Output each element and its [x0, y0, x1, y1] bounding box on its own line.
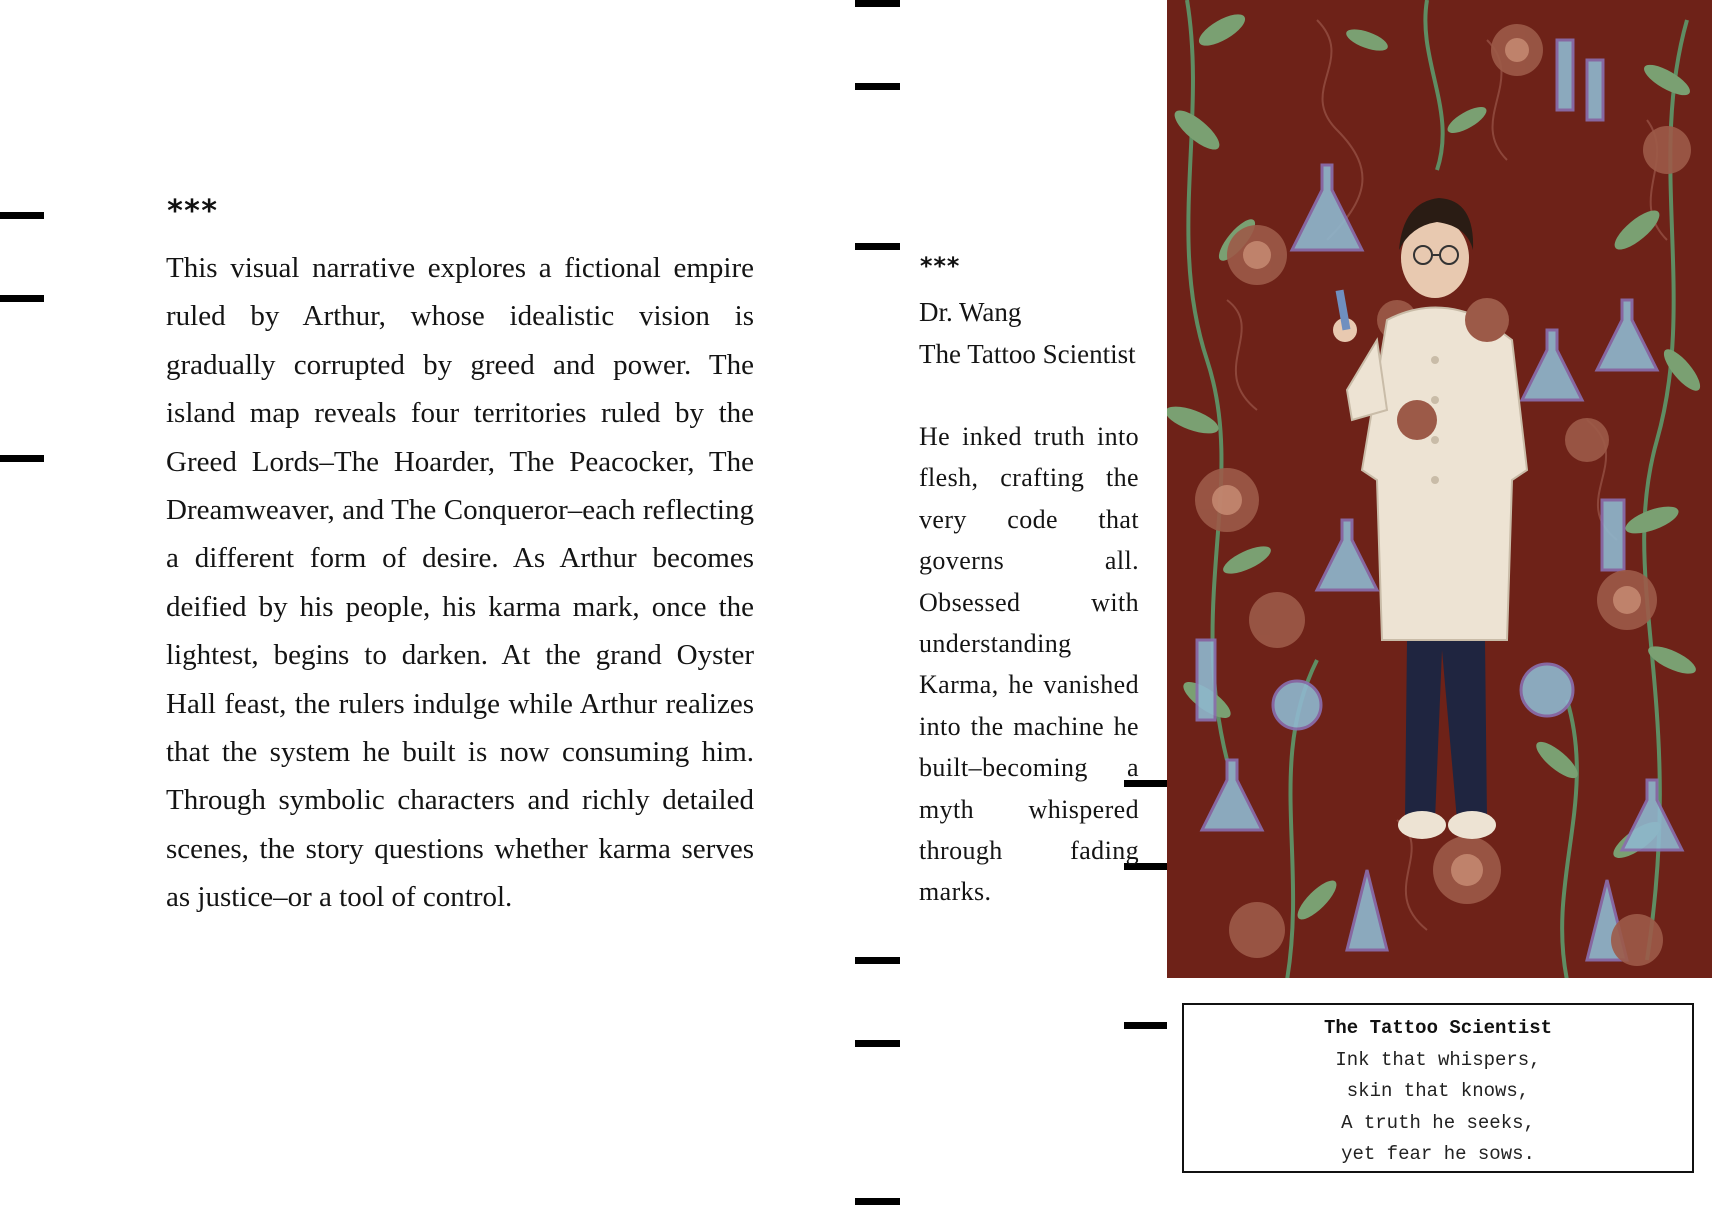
- character-ornament: ***: [919, 252, 960, 280]
- character-description: He inked truth into flesh, crafting the very code that governs all. Obsessed with understanding Karma, he vanished into the machine he built–becoming a myth whispered through fading marks.: [919, 422, 1139, 907]
- crop-mark: [855, 83, 900, 90]
- caption-line: Ink that whispers,: [1335, 1048, 1541, 1071]
- crop-mark: [0, 212, 44, 219]
- crop-mark: [855, 243, 900, 250]
- crop-mark: [855, 1040, 900, 1047]
- crop-mark: [855, 0, 900, 7]
- crop-mark: [0, 295, 44, 302]
- crop-mark: [0, 455, 44, 462]
- crop-mark: [855, 1198, 900, 1205]
- character-title: The Tattoo Scientist: [919, 339, 1136, 369]
- caption-line: yet fear he sows.: [1341, 1143, 1535, 1165]
- caption-title: The Tattoo Scientist: [1323, 1017, 1553, 1039]
- character-illustration: [1167, 0, 1712, 978]
- caption-line: skin that knows,: [1346, 1080, 1530, 1102]
- caption-box: [1182, 1003, 1694, 1173]
- character-name: Dr. Wang: [919, 297, 1022, 327]
- crop-mark: [855, 957, 900, 964]
- crop-mark: [1124, 1022, 1167, 1029]
- intro-paragraph: This visual narrative explores a fictional empire ruled by Arthur, whose idealistic vision is gradually corrupted by greed and power. The island map reveals four territories ruled by the Greed Lords–The Hoarder, The Peacocker, The Dreamweaver, and The Conqueror–each reflecting a different form of desire. As Arthur becomes deified by his people, his karma mark, once the lightest, begins to darken. At the grand Oyster Hall feast, the rulers indulge while Arthur realizes that the system he built is now consuming him. Through symbolic characters and richly detailed scenes, the story questions whether karma serves as justice–or a tool of control.: [166, 252, 754, 914]
- caption-line: A truth he seeks,: [1341, 1111, 1535, 1134]
- section-ornament: ***: [166, 194, 218, 229]
